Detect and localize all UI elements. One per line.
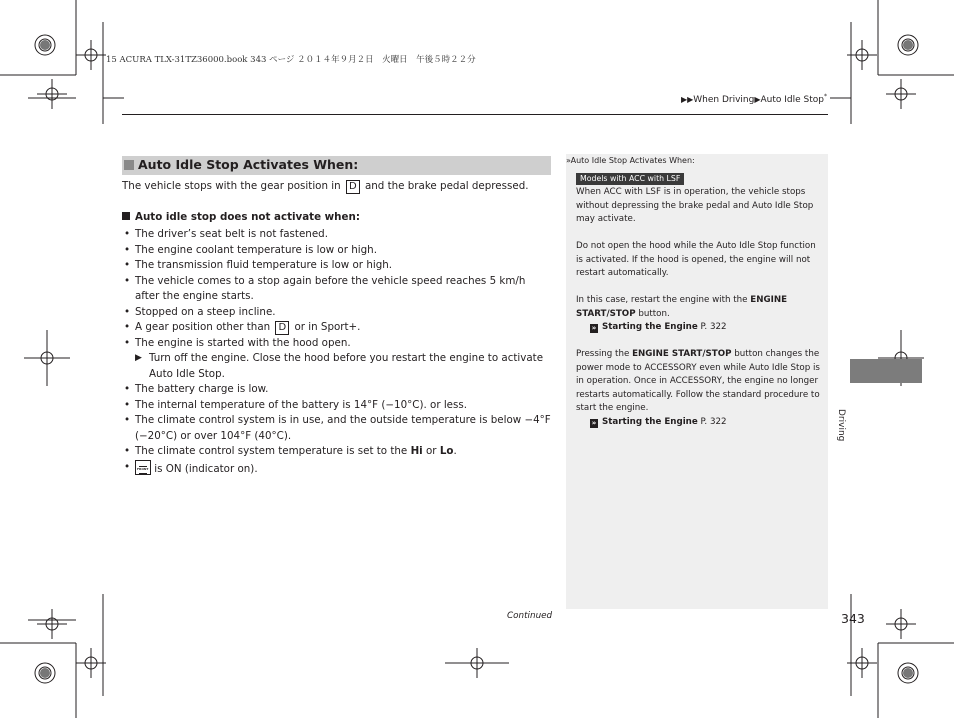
sidebar-heading bbox=[566, 156, 695, 165]
gear-d-box: D bbox=[275, 321, 289, 335]
bullet: • bbox=[124, 305, 131, 318]
bullet: • bbox=[124, 321, 131, 333]
list-item-text: The battery charge is low. bbox=[135, 383, 269, 395]
list-item-text: The engine coolant temperature is low or high. bbox=[135, 243, 377, 256]
bullet: • bbox=[124, 445, 131, 457]
list-item bbox=[122, 274, 552, 305]
hood-note bbox=[122, 351, 552, 382]
subsection-title-text: Auto idle stop does not activate when: bbox=[135, 211, 360, 223]
climate-end: . bbox=[453, 445, 457, 457]
continued-label: Continued bbox=[507, 611, 553, 621]
hood-note-text: Turn off the engine. Close the hood before you restart the engine to activate Auto Idle Stop. bbox=[149, 352, 544, 380]
front-defroster-icon bbox=[135, 460, 151, 475]
list-item bbox=[122, 413, 552, 444]
condition-list bbox=[122, 227, 552, 477]
gear-item-after: or in Sport+. bbox=[294, 321, 361, 333]
print-header: 15 ACURA TLX-31TZ36000.book 343 ページ ２０１４年９月２日 火曜日 午後５時２２分 bbox=[106, 55, 476, 65]
chapter-tab-block bbox=[850, 359, 922, 383]
xref-arrow-icon: » bbox=[591, 324, 597, 332]
bullet: • bbox=[124, 243, 131, 256]
intro-before: The vehicle stops with the gear position in bbox=[122, 180, 341, 192]
list-item bbox=[122, 258, 552, 274]
gear-item-before: A gear position other than bbox=[135, 321, 271, 333]
bullet: • bbox=[124, 398, 131, 411]
intro-text bbox=[122, 180, 529, 194]
triangle-right-icon: ▶ bbox=[135, 353, 142, 363]
p4-before: Pressing the bbox=[576, 349, 630, 359]
defroster-item-text: is ON (indicator on). bbox=[154, 462, 258, 475]
list-item bbox=[122, 444, 552, 460]
model-tag: Models with ACC with LSF bbox=[576, 173, 684, 185]
gear-d-box: D bbox=[346, 180, 360, 194]
section-title: Auto Idle Stop Activates When: bbox=[138, 157, 359, 172]
list-item-text: The engine is started with the hood open. bbox=[135, 336, 351, 349]
breadcrumb-footnote: * bbox=[824, 93, 827, 100]
header-rule bbox=[122, 114, 828, 115]
square-bullet-icon bbox=[122, 212, 130, 220]
list-item-text: The internal temperature of the battery is 14°F (−10°C). or less. bbox=[135, 398, 468, 411]
section-square-icon bbox=[124, 160, 134, 170]
xref-page[interactable]: P. 322 bbox=[700, 416, 727, 427]
sidebar-heading-text: Auto Idle Stop Activates When: bbox=[570, 156, 695, 165]
subsection-title bbox=[122, 211, 360, 223]
climate-hi: Hi bbox=[410, 445, 423, 457]
list-item bbox=[122, 336, 552, 352]
list-item bbox=[122, 305, 552, 321]
list-item-text: The driver’s seat belt is not fastened. bbox=[135, 228, 328, 240]
bullet: • bbox=[124, 460, 131, 473]
climate-or: or bbox=[426, 445, 437, 457]
chapter-tab-label bbox=[836, 409, 846, 441]
p3-after: button. bbox=[638, 308, 670, 319]
xref-starting-engine[interactable] bbox=[576, 416, 822, 430]
p3-before: In this case, restart the engine with the bbox=[576, 295, 748, 305]
xref-arrow-icon: » bbox=[591, 418, 597, 427]
list-item-text: The vehicle comes to a stop again before the vehicle speed reaches 5 km/h after the engine starts. bbox=[135, 274, 526, 302]
sidebar-paragraph: Do not open the hood while the Auto Idle Stop function is activated. If the hood is opened, the engine will not restart automatically. bbox=[576, 241, 816, 278]
breadcrumb-section[interactable]: When Driving bbox=[693, 95, 755, 105]
sidebar-body bbox=[576, 186, 822, 429]
chapter-tab-text: Driving bbox=[836, 409, 846, 442]
xref-page[interactable]: P. 322 bbox=[700, 322, 727, 332]
engine-button-name: ENGINE START/STOP bbox=[576, 295, 788, 319]
bullet: • bbox=[124, 414, 131, 426]
breadcrumb bbox=[681, 93, 827, 105]
list-item bbox=[122, 243, 552, 259]
list-item bbox=[122, 460, 552, 478]
double-chevron-icon: » bbox=[566, 156, 571, 165]
climate-before: The climate control system temperature is set to the bbox=[135, 445, 408, 457]
list-item bbox=[122, 398, 552, 414]
p4-after: button changes the power mode to ACCESSORY even while Auto Idle Stop is in operation. Once in ACCESSORY, the engine no longer restarts automatically. Follow the standard procedure to start the engine. bbox=[576, 349, 820, 413]
list-item-text: The transmission fluid temperature is low or high. bbox=[135, 259, 393, 271]
list-item bbox=[122, 320, 552, 336]
list-item bbox=[122, 227, 552, 243]
xref-label[interactable]: Starting the Engine bbox=[602, 416, 698, 427]
bullet: • bbox=[124, 336, 131, 349]
bullet: • bbox=[124, 259, 131, 271]
bullet: • bbox=[124, 383, 131, 395]
xref-starting-engine[interactable] bbox=[576, 321, 822, 335]
bullet: • bbox=[124, 228, 131, 240]
breadcrumb-page: Auto Idle Stop bbox=[760, 95, 824, 105]
engine-button-name: ENGINE START/STOP bbox=[632, 349, 732, 359]
page-number: 343 bbox=[841, 611, 865, 626]
breadcrumb-arrows: ▶▶ bbox=[680, 95, 694, 104]
sidebar-paragraph bbox=[576, 294, 822, 321]
sidebar-paragraph bbox=[576, 348, 822, 416]
intro-after: and the brake pedal depressed. bbox=[364, 180, 529, 192]
bullet: • bbox=[124, 274, 131, 287]
xref-label[interactable]: Starting the Engine bbox=[602, 322, 698, 332]
list-item bbox=[122, 382, 552, 398]
defroster-icon-label: FRONT bbox=[137, 466, 149, 471]
climate-lo: Lo bbox=[439, 445, 454, 457]
sidebar-paragraph: When ACC with LSF is in operation, the vehicle stops without depressing the brake pedal and Auto Idle Stop may activate. bbox=[576, 187, 814, 224]
list-item-text: The climate control system is in use, and the outside temperature is below −4°F (−20°C) or over 104°F (40°C). bbox=[135, 414, 551, 442]
breadcrumb-separator: ▶ bbox=[754, 95, 761, 104]
list-item-text: Stopped on a steep incline. bbox=[135, 305, 276, 318]
